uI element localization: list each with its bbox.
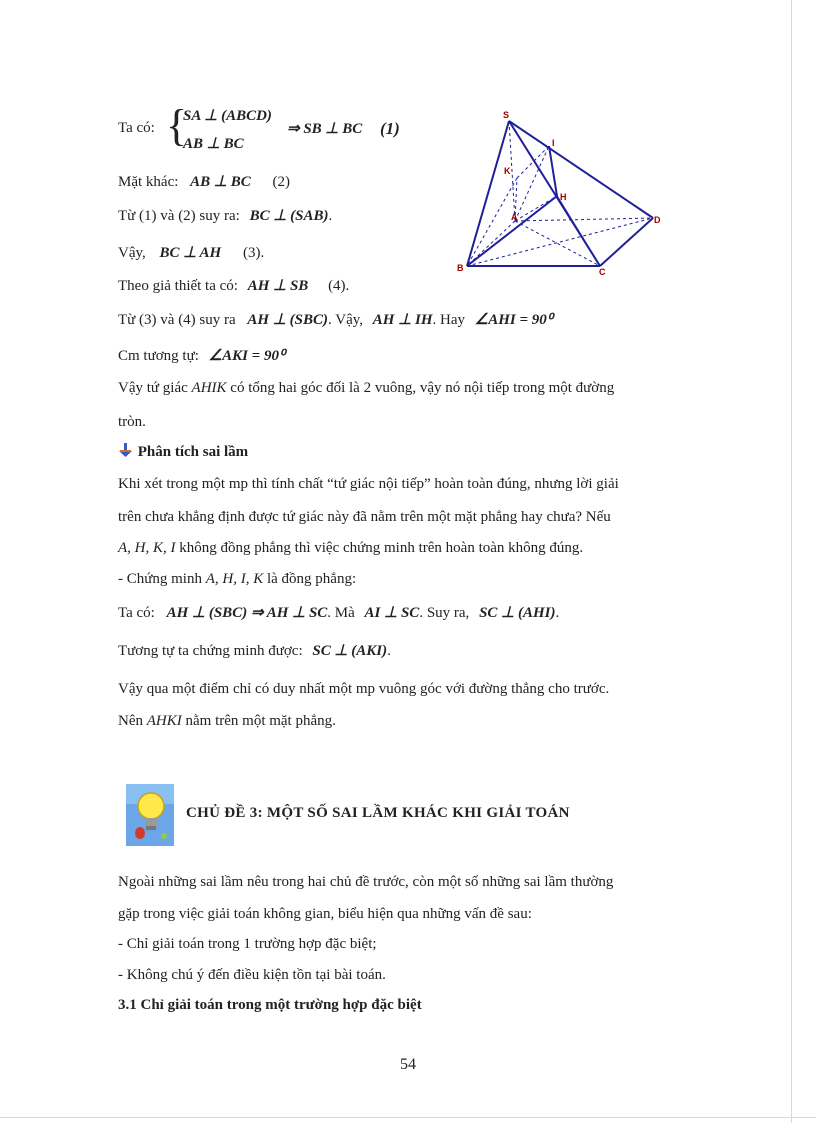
edge-hc: [557, 196, 600, 266]
chapter-bullet-2: - Không chú ý đến điều kiện tồn tại bài toán.: [118, 967, 386, 983]
chapter-intro-2: gặp trong việc giải toán không gian, biểu hiện qua những vấn đề sau:: [118, 906, 532, 922]
edge-ad: [515, 218, 653, 221]
label-c: C: [599, 267, 606, 277]
edge-kb: [467, 178, 517, 266]
label-h: H: [560, 192, 567, 202]
chapter-title: CHỦ ĐỀ 3: MỘT SỐ SAI LẦM KHÁC KHI GIẢI TOÁN: [186, 805, 570, 821]
analysis-p2: trên chưa khẳng định được tứ giác này đã nằm trên một mặt phẳng hay chưa? Nếu: [118, 509, 611, 525]
edge-sd: [509, 121, 653, 218]
edge-sb: [467, 121, 509, 266]
edge-ki: [517, 146, 549, 178]
edge-ac: [515, 221, 600, 266]
system-eq2: AB ⊥ BC: [183, 136, 244, 152]
pyramid-figure: [445, 108, 670, 278]
label-d: D: [654, 215, 661, 225]
hand-pointer-icon: [118, 442, 134, 458]
chapter-intro-1: Ngoài những sai lầm nêu trong hai chủ đề trước, còn một số những sai lầm thường: [118, 874, 614, 890]
line-tron: tròn.: [118, 414, 146, 430]
analysis-heading: Phân tích sai lầm: [118, 442, 248, 462]
chapter-bullet-1: - Chỉ giải toán trong 1 trường hợp đặc biệt;: [118, 936, 377, 952]
page-frame-right: [791, 0, 792, 1123]
system-eq1: SA ⊥ (ABCD): [183, 108, 272, 124]
analysis-p5: Ta có: AH ⊥ (SBC) ⇒ AH ⊥ SC. Mà AI ⊥ SC. Suy ra, SC ⊥ (AHI).: [118, 605, 560, 621]
system-tag: (1): [380, 119, 400, 138]
analysis-p8: Nên AHKI nằm trên một mặt phẳng.: [118, 713, 336, 729]
analysis-p1: Khi xét trong một mp thì tính chất “tứ giác nội tiếp” hoàn toàn đúng, nhưng lời giải: [118, 476, 619, 492]
page-number: 54: [400, 1056, 416, 1073]
analysis-p4: - Chứng minh A, H, I, K là đồng phẳng:: [118, 571, 357, 587]
label-s: S: [503, 110, 510, 120]
line-cm-tuong-tu: Cm tương tự: ∠AKI = 90⁰: [118, 348, 285, 364]
left-brace: {: [166, 101, 188, 150]
page-frame-bottom: [0, 1117, 816, 1118]
system-prefix: Ta có:: [118, 120, 155, 136]
label-i: I: [552, 138, 555, 148]
analysis-p6: Tương tự ta chứng minh được: SC ⊥ (AKI).: [118, 643, 391, 659]
line-gia-thiet: Theo giả thiết ta có: AH ⊥ SB (4).: [118, 278, 350, 294]
label-b: B: [457, 263, 464, 273]
label-k: K: [504, 166, 511, 176]
line-suy-ra-2: Từ (3) và (4) suy ra AH ⊥ (SBC). Vậy, AH ⊥ IH. Hay ∠AHI = 90⁰: [118, 312, 553, 328]
line-vay-1: Vậy, BC ⊥ AH (3).: [118, 245, 265, 261]
edge-bh: [467, 196, 557, 266]
lightbulb-icon: [126, 784, 174, 846]
subsection-title: 3.1 Chỉ giải toán trong một trường hợp đặc biệt: [118, 997, 422, 1013]
label-a: A: [511, 212, 518, 222]
system-result: ⇒ SB ⊥ BC: [287, 121, 363, 137]
system-line: [118, 118, 155, 138]
analysis-p7: Vậy qua một điểm chỉ có duy nhất một mp vuông góc với đường thẳng cho trước.: [118, 681, 610, 697]
analysis-p3: A, H, K, I không đồng phẳng thì việc chứng minh trên hoàn toàn không đúng.: [118, 540, 584, 556]
line-suy-ra-1: Từ (1) và (2) suy ra: BC ⊥ (SAB).: [118, 208, 333, 224]
line-tu-giac: Vậy tứ giác AHIK có tổng hai góc đối là 2 vuông, vậy nó nội tiếp trong một đường: [118, 380, 615, 396]
line-mat-khac: Mặt khác: AB ⊥ BC (2): [118, 174, 290, 190]
